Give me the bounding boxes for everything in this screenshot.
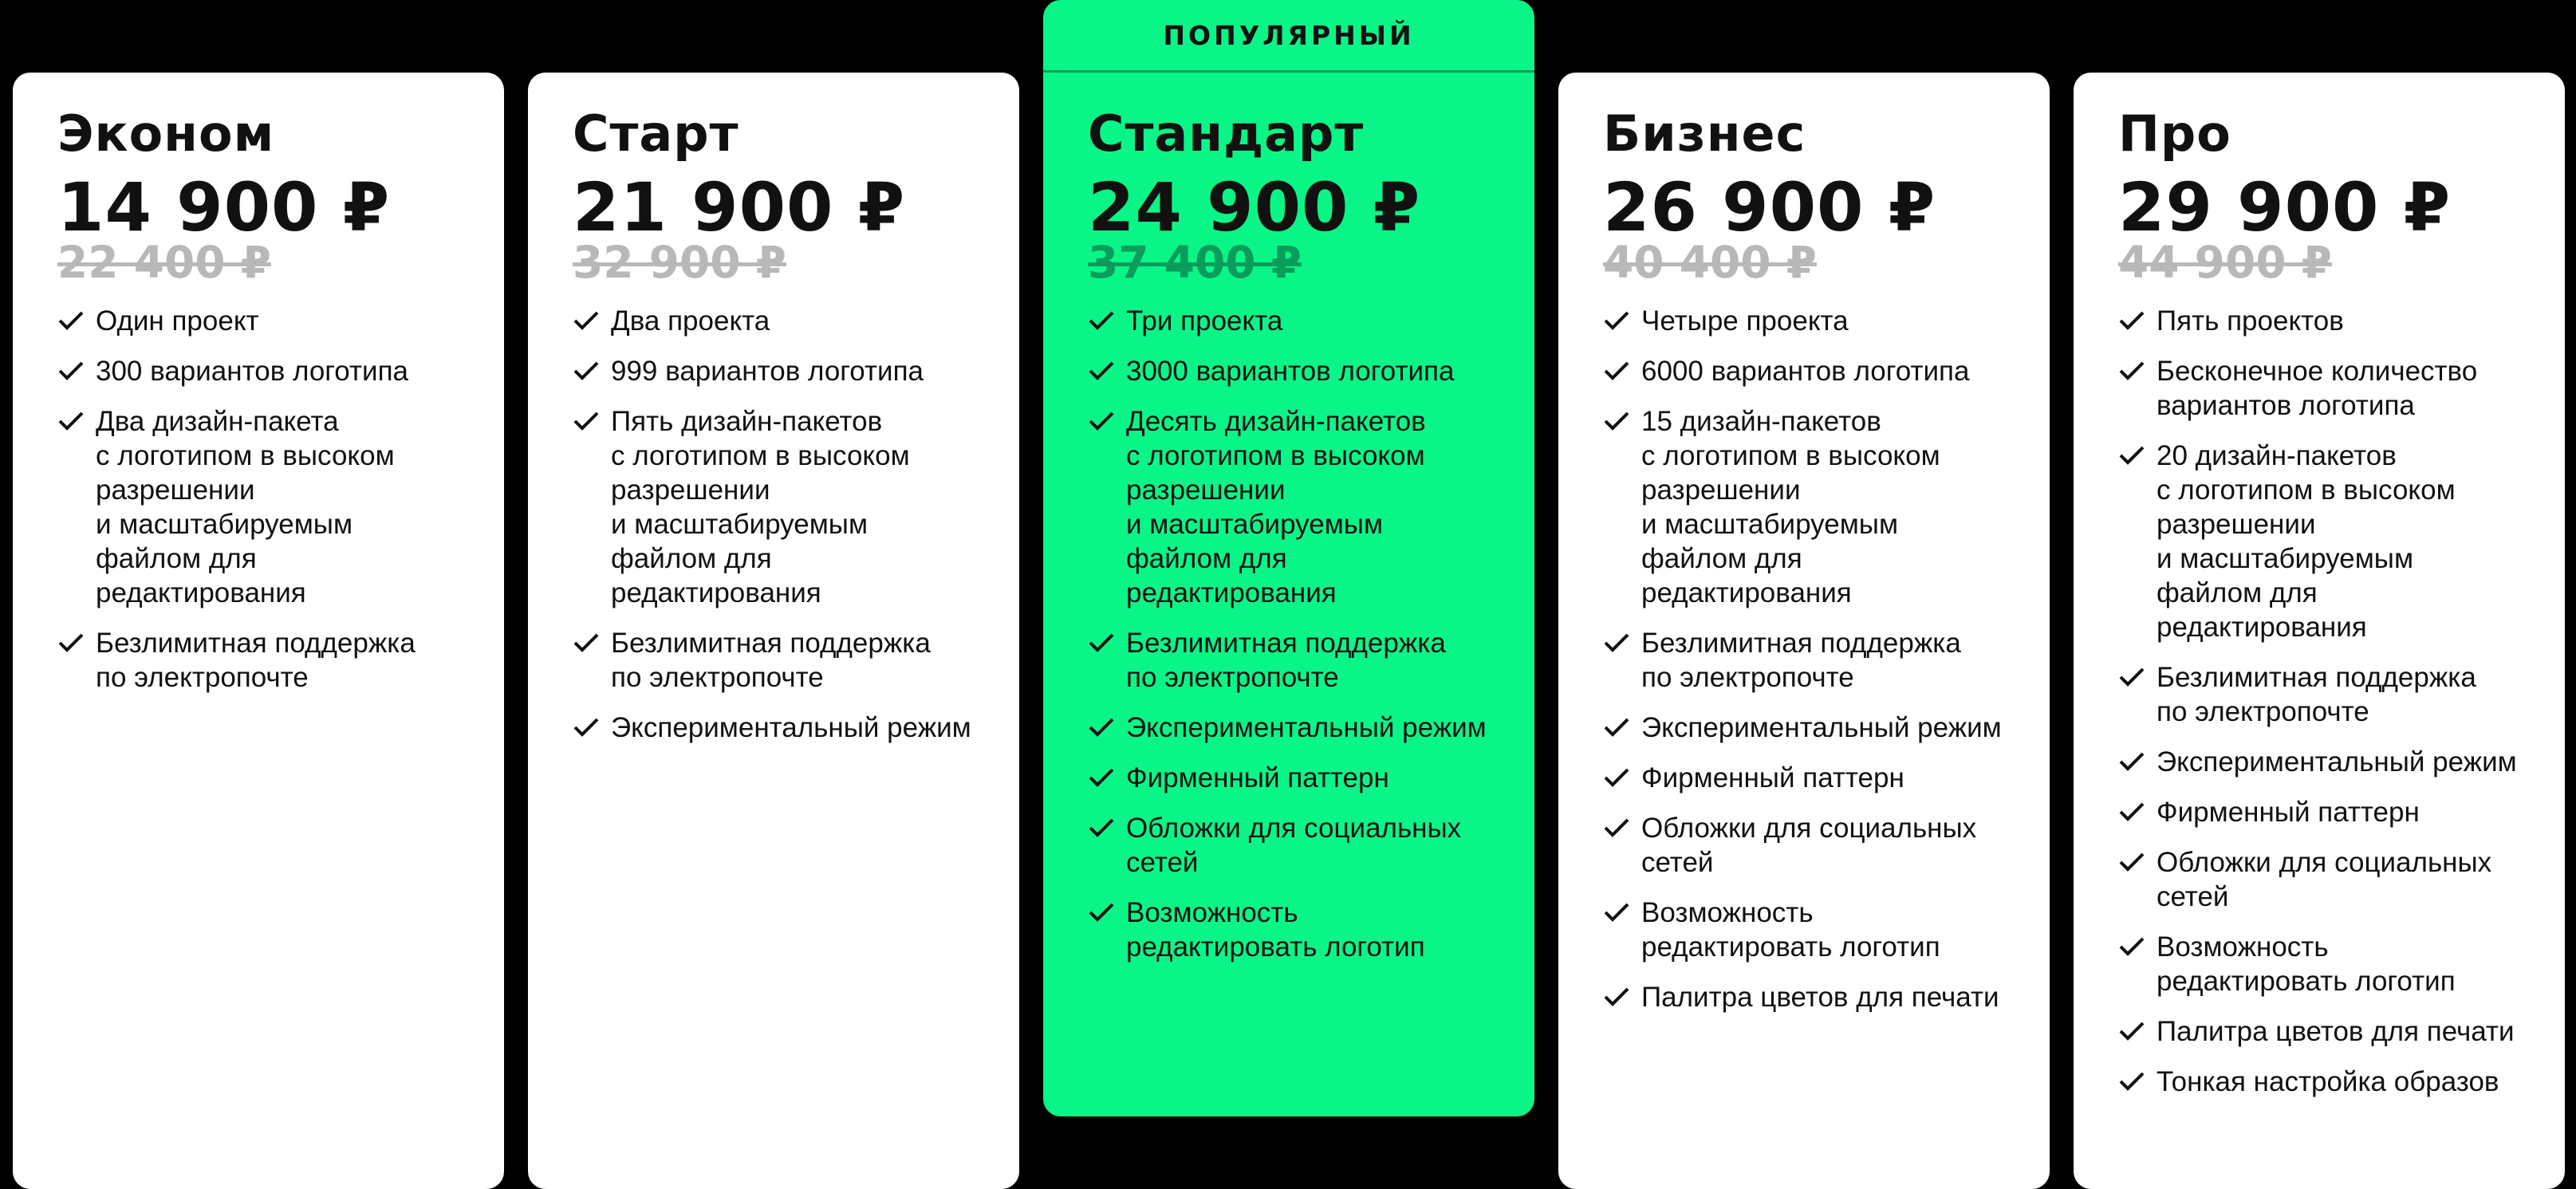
check-icon	[1603, 632, 1630, 653]
check-icon	[57, 411, 85, 431]
feature-item	[1603, 896, 2018, 964]
plan-card-pro[interactable]	[2074, 73, 2565, 1189]
check-icon	[1603, 902, 1630, 923]
feature-text: Палитра цветов для печати	[2157, 1016, 2515, 1047]
check-icon	[1603, 986, 1630, 1007]
plan-name: Эконом	[57, 104, 275, 163]
check-icon	[1603, 717, 1630, 738]
feature-item	[573, 626, 987, 695]
plan-old-price: 44 900 ₽	[2118, 237, 2332, 288]
check-icon	[573, 717, 600, 738]
feature-text: 6000 вариантов логотипа	[1641, 356, 1970, 387]
check-icon	[1088, 310, 1115, 331]
feature-item	[573, 304, 987, 338]
feature-text: Тонкая настройка образов	[2157, 1066, 2499, 1097]
check-icon	[573, 632, 600, 653]
feature-item	[1088, 304, 1503, 338]
feature-text: Пять дизайн-пакетов с логотипом в высоком разрешении и масштабируемым файлом для редактирования	[611, 406, 910, 608]
feature-text: Палитра цветов для печати	[1641, 982, 1999, 1013]
feature-text: Один проект	[96, 305, 259, 337]
feature-item	[1603, 980, 2018, 1014]
feature-item	[2118, 1065, 2533, 1099]
feature-text: Три проекта	[1126, 305, 1283, 337]
check-icon	[57, 310, 85, 331]
check-icon	[1603, 310, 1630, 331]
feature-text: Экспериментальный режим	[611, 712, 971, 743]
feature-item	[573, 354, 987, 388]
feature-item	[57, 626, 472, 695]
check-icon	[1088, 411, 1115, 431]
feature-item	[1088, 711, 1503, 745]
plan-price: 26 900 ₽	[1603, 168, 1936, 246]
feature-text: 300 вариантов логотипа	[96, 356, 408, 387]
plan-card-econom[interactable]	[13, 73, 504, 1189]
check-icon	[1088, 717, 1115, 738]
plan-name: Стандарт	[1088, 104, 1365, 163]
feature-item	[1603, 304, 2018, 338]
feature-item	[2118, 745, 2533, 779]
feature-item	[573, 404, 987, 610]
check-icon	[2118, 852, 2145, 872]
popular-badge: ПОПУЛЯРНЫЙ	[1163, 19, 1415, 51]
feature-item	[1088, 354, 1503, 388]
feature-text: Безлимитная поддержка по электропочте	[1126, 628, 1446, 693]
feature-item	[2118, 304, 2533, 338]
plan-price: 14 900 ₽	[57, 168, 391, 246]
check-icon	[57, 360, 85, 381]
check-icon	[1603, 767, 1630, 788]
check-icon	[2118, 445, 2145, 466]
feature-text: Два проекта	[611, 305, 770, 337]
feature-item	[1603, 811, 2018, 880]
feature-item	[57, 404, 472, 610]
feature-text: Экспериментальный режим	[1126, 712, 1487, 743]
feature-item	[1603, 761, 2018, 795]
feature-item	[1603, 404, 2018, 610]
plan-price: 21 900 ₽	[573, 168, 906, 246]
feature-item	[2118, 660, 2533, 729]
check-icon	[1603, 411, 1630, 431]
popular-header	[1043, 0, 1534, 73]
feature-item	[1088, 896, 1503, 964]
feature-text: 20 дизайн-пакетов с логотипом в высоком разрешении и масштабируемым файлом для редактирования	[2157, 440, 2456, 643]
feature-text: Фирменный паттерн	[1641, 762, 1904, 793]
feature-text: Возможность редактировать логотип	[1126, 897, 1425, 963]
feature-item	[2118, 795, 2533, 829]
plan-card-start[interactable]	[528, 73, 1019, 1189]
check-icon	[2118, 1071, 2145, 1092]
feature-item	[1088, 811, 1503, 880]
check-icon	[1603, 360, 1630, 381]
check-icon	[2118, 667, 2145, 687]
check-icon	[2118, 1021, 2145, 1041]
feature-list	[57, 304, 472, 695]
check-icon	[1088, 360, 1115, 381]
feature-text: Безлимитная поддержка по электропочте	[2157, 662, 2476, 727]
feature-item	[57, 354, 472, 388]
feature-list	[2118, 304, 2533, 1099]
feature-text: Десять дизайн-пакетов с логотипом в высоком разрешении и масштабируемым файлом для редактирования	[1126, 406, 1426, 608]
plan-name: Про	[2118, 104, 2231, 163]
feature-item	[1603, 711, 2018, 745]
plan-old-price: 32 900 ₽	[573, 237, 786, 288]
feature-text: Два дизайн-пакета с логотипом в высоком разрешении и масштабируемым файлом для редактирования	[96, 406, 395, 608]
feature-text: Возможность редактировать логотип	[1641, 897, 1940, 963]
check-icon	[573, 360, 600, 381]
feature-item	[2118, 354, 2533, 423]
feature-text: Обложки для социальных сетей	[2157, 847, 2492, 912]
feature-text: Возможность редактировать логотип	[2157, 931, 2456, 997]
feature-item	[2118, 845, 2533, 914]
check-icon	[2118, 751, 2145, 772]
feature-text: Фирменный паттерн	[2157, 797, 2420, 828]
feature-text: Безлимитная поддержка по электропочте	[96, 628, 416, 693]
plan-card-business[interactable]	[1558, 73, 2050, 1189]
feature-text: Фирменный паттерн	[1126, 762, 1389, 793]
check-icon	[573, 411, 600, 431]
check-icon	[1088, 902, 1115, 923]
feature-list	[1088, 304, 1503, 964]
feature-item	[2118, 930, 2533, 998]
feature-item	[1088, 404, 1503, 610]
feature-text: Безлимитная поддержка по электропочте	[611, 628, 931, 693]
feature-item	[1603, 626, 2018, 695]
plan-name: Бизнес	[1603, 104, 1806, 163]
check-icon	[1088, 817, 1115, 838]
feature-item	[573, 711, 987, 745]
feature-text: Четыре проекта	[1641, 305, 1849, 337]
check-icon	[2118, 310, 2145, 331]
plan-price: 29 900 ₽	[2118, 168, 2452, 246]
check-icon	[1088, 632, 1115, 653]
feature-text: 15 дизайн-пакетов с логотипом в высоком разрешении и масштабируемым файлом для редактирования	[1641, 406, 1940, 608]
feature-item	[1088, 761, 1503, 795]
feature-text: Экспериментальный режим	[1641, 712, 2002, 743]
check-icon	[573, 310, 600, 331]
check-icon	[2118, 801, 2145, 822]
feature-item	[2118, 1014, 2533, 1049]
plan-old-price: 37 400 ₽	[1088, 237, 1302, 288]
feature-text: 999 вариантов логотипа	[611, 356, 924, 387]
feature-text: Экспериментальный режим	[2157, 746, 2517, 778]
plan-old-price: 40 400 ₽	[1603, 237, 1817, 288]
plan-old-price: 22 400 ₽	[57, 237, 271, 288]
feature-text: Обложки для социальных сетей	[1126, 813, 1462, 878]
feature-text: Безлимитная поддержка по электропочте	[1641, 628, 1961, 693]
feature-list	[1603, 304, 2018, 1014]
feature-item	[2118, 439, 2533, 644]
feature-text: Бесконечное количество вариантов логотипа	[2157, 356, 2478, 421]
feature-item	[57, 304, 472, 338]
check-icon	[1603, 817, 1630, 838]
plan-price: 24 900 ₽	[1088, 168, 1421, 246]
feature-text: 3000 вариантов логотипа	[1126, 356, 1455, 387]
feature-item	[1088, 626, 1503, 695]
feature-text: Пять проектов	[2157, 305, 2344, 337]
plan-name: Старт	[573, 104, 739, 163]
check-icon	[2118, 360, 2145, 381]
feature-text: Обложки для социальных сетей	[1641, 813, 1977, 878]
feature-list	[573, 304, 987, 745]
check-icon	[1088, 767, 1115, 788]
check-icon	[57, 632, 85, 653]
plan-card-standard[interactable]	[1043, 0, 1534, 1116]
check-icon	[2118, 936, 2145, 957]
feature-item	[1603, 354, 2018, 388]
